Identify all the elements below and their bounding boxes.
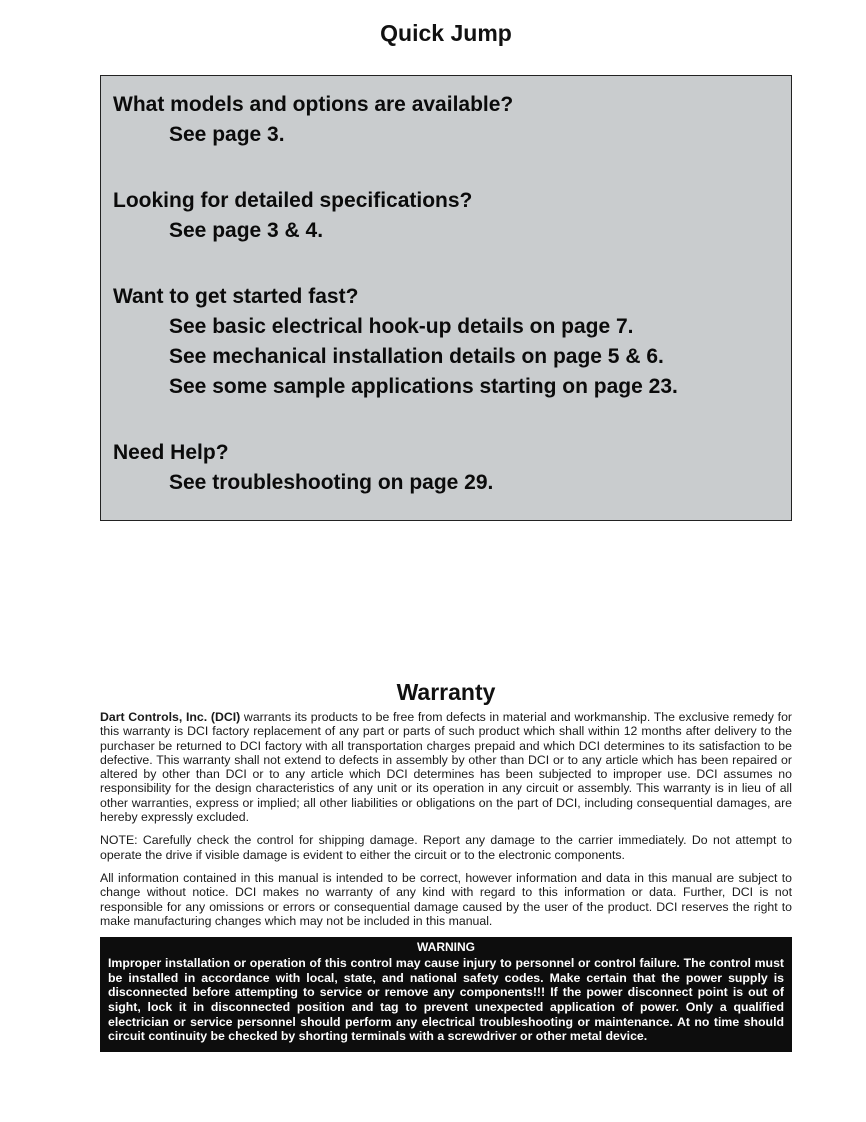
quick-jump-question: Want to get started fast? <box>113 285 359 308</box>
quick-jump-answer: See some sample applications starting on page 23. <box>169 375 678 398</box>
warranty-heading: Warranty <box>396 679 496 705</box>
quick-jump-group-help <box>113 438 779 498</box>
warranty-paragraph-1-text: warrants its products to be free from defects in material and workmanship. The exclusive remedy for this warranty is DCI factory replacement of any part or parts of such product which shall within 12 months after delivery to the purchaser be returned to DCI factory with all transportation charges prepaid and which DCI determines to its satisfaction to be defective. This warranty shall not extend to defects in assembly by other than DCI or to any article which has been repaired or altered by other than DCI or to any article which DCI determines has been subjected to improper use. DCI assumes no responsibility for the design characteristics of any unit or its operation in any circuit or assembly. This warranty is in lieu of all other warranties, express or implied; all other liabilities or obligations on the part of DCI, including consequential damages, are hereby expressly excluded. <box>100 710 793 825</box>
quick-jump-question: Need Help? <box>113 441 229 464</box>
quick-jump-answer: See mechanical installation details on page 5 & 6. <box>169 345 664 368</box>
quick-jump-group-models <box>113 90 779 150</box>
quick-jump-group-specifications <box>113 186 779 246</box>
warning-box <box>100 937 792 1052</box>
warranty-section <box>100 710 792 1052</box>
page-title: Quick Jump <box>380 20 512 46</box>
warranty-paragraph-disclaimer: All information contained in this manual is intended to be correct, however information and data in this manual are subject to change without notice. DCI makes no warranty of any kind with regard to this information or data. Further, DCI is not responsible for any omissions or errors or consequential damage caused by the user of the product. DCI reserves the right to make manufacturing changes which may not be included in this manual. <box>100 870 792 928</box>
warranty-paragraph-note: NOTE: Carefully check the control for shipping damage. Report any damage to the carrier immediately. Do not attempt to operate the drive if visible damage is evident to either the circuit or to the electronic components. <box>100 833 792 862</box>
warranty-paragraph-1 <box>100 710 792 824</box>
warning-body-text: Improper installation or operation of this control may cause injury to personnel or control failure. The control must be installed in accordance with local, state, and national safety codes. Make certain that the power supply is disconnected before attempting to service or remove any components!!! If the power disconnect point is out of sight, lock it in disconnected position and tag to prevent unexpected application of power. Only a qualified electrician or service personnel should perform any electrical troubleshooting or maintenance. At no time should circuit continuity be checked by shorting terminals with a screwdriver or other metal device. <box>108 956 784 1044</box>
quick-jump-answer: See troubleshooting on page 29. <box>169 471 494 494</box>
quick-jump-answer: See page 3 & 4. <box>169 219 324 242</box>
content-column <box>100 75 792 521</box>
quick-jump-box <box>100 75 792 521</box>
quick-jump-answer: See page 3. <box>169 123 285 146</box>
quick-jump-question: What models and options are available? <box>113 93 514 116</box>
quick-jump-answer: See basic electrical hook-up details on page 7. <box>169 315 634 338</box>
quick-jump-group-get-started <box>113 282 779 402</box>
quick-jump-question: Looking for detailed specifications? <box>113 189 473 212</box>
warning-heading: WARNING <box>417 940 475 955</box>
warranty-company-lead: Dart Controls, Inc. (DCI) <box>100 710 241 724</box>
